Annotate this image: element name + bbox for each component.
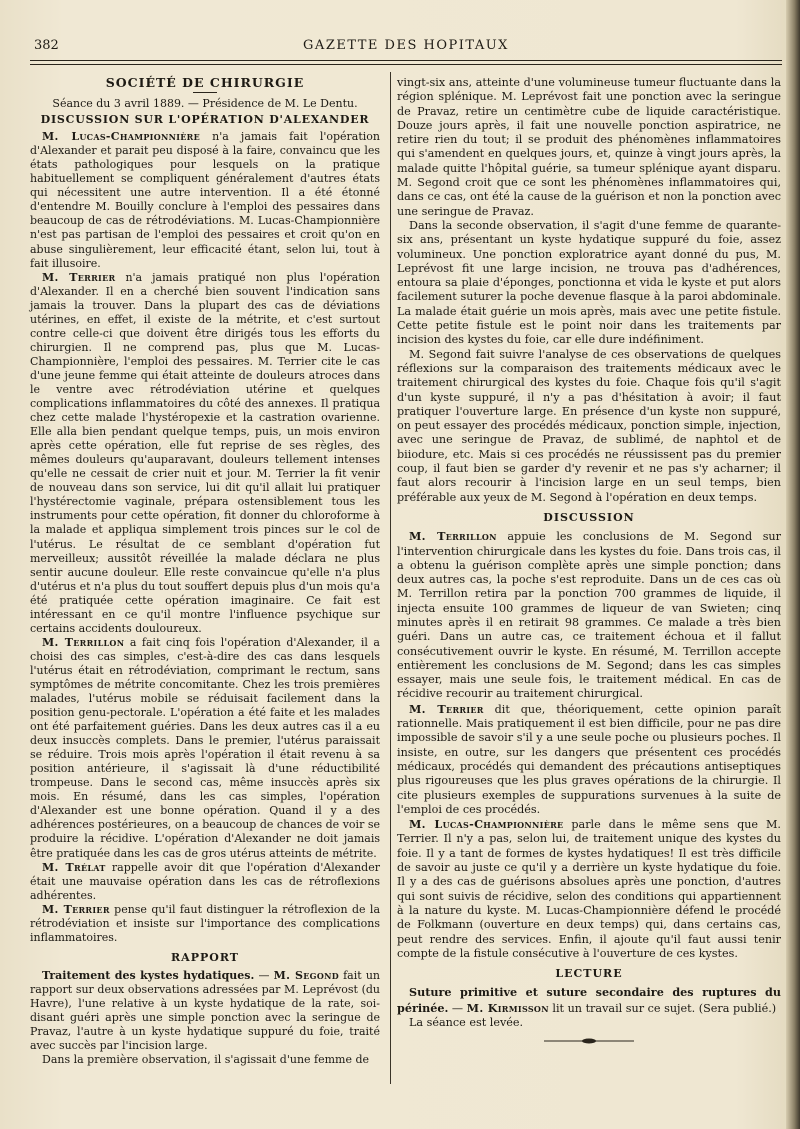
left-column [30,76,380,1067]
paragraph-text: n'a jamais pratiqué non plus l'opération d'Alexander. Il en a cherché bien souvent l'indication sans jamais la trouver. Dans la plupart des cas de déviations utérines, en effet, il existe de la métrite, et c'est surtout contre celle-ci que doivent être dirigés tous les efforts du chirurgien. Il ne comprend pas, plus que M. Lucas-Championnière, l'emploi des pessaires. M. Terrier cite le cas d'une jeune femme qui était atteinte de douleurs atroces dans le ventre avec rétrodéviation utérine et quelques complications inflammatoires du côté des annexes. Il pratiqua chez cette malade l'hystéropexie et la castration ovarienne. Elle alla bien pendant quelque temps, puis, un mois environ après cette opération, elle fut reprise de ses règles, des mêmes douleurs qu'auparavant, douleurs tellement intenses qu'elle ne cessait de crier nuit et jour. M. Terrier la fit venir de nouveau dans son service, lui dit qu'il allait lui pratiquer l'hystérectomie vaginale, prépara ostensiblement tous les instruments pour cette opération, fit donner du chloroforme à la malade et appliqua simplement trois pinces sur le col de l'utérus. Le résultat de ce semblant d'opération fut merveilleux; aussitôt réveillée la malade déclara ne plus sentir aucune douleur. Elle reste convaincue qu'elle n'a plus d'utérus et n'a plus du tout souffert depuis plus d'un mois qu'a été pratiquée cette opération imaginaire. Ce fait est intéressant en ce qu'il montre l'influence psychique sur certains accidents douloureux. [30,270,380,635]
paragraph: Suture primitive et suture secondaire des ruptures du périnée. — M. Kirmisson lit un travail sur ce sujet. (Sera publié.) [397,985,781,1015]
session-line: Séance du 3 avril 1889. — Présidence de M. Le Dentu. [52,97,358,111]
paragraph [30,271,380,636]
speaker-name: M. Terrillon [42,635,125,649]
lecture-title: LECTURE [555,967,623,981]
rapport-title: RAPPORT [171,950,239,964]
paragraph-text: lit un travail sur ce sujet. (Sera publié.) [552,1001,777,1015]
paragraph: Dans la seconde observation, il s'agit d'une femme de quarante-six ans, présentant un kyste hydatique suppuré du foie, assez volumineux. Une ponction exploratrice ayant donné du pus, M. Leprévost fit une large incision, ne trouva pas d'adhérences, entoura sa plaie d'éponges, ponctionna et vida le kyste et put alors facilement suturer la poche devenue flasque à la paroi abdominale. La malade était guérie un mois après, mais avec une petite fistule. Cette petite fistule est le point noir dans les traitements par incision des kystes du foie, car elle dure indéfiniment. [397,218,781,347]
paragraph-text: appuie les conclusions de M. Segond sur l'intervention chirurgicale dans les kystes du foie. Dans trois cas, il a obtenu la guérison complète après une simple ponction; dans deux autres cas, la poche s'est reproduite. Dans un de ces cas où M. Terrillon retira par la ponction 700 grammes de liquide, il injecta ensuite 100 grammes de liqueur de van Swieten; cinq minutes après il en retirait 98 grammes. Ce malade a très bien guéri. Dans un autre cas, ce traitement échoua et il fallut consécutivement ouvrir le kyste. En résumé, M. Terrillon accepte entièrement les conclusions de M. Segond; dans les cas simples essayer, mais une seule fois, le traitement médical. En cas de récidive recourir au traitement chirurgical. [397,530,781,701]
paragraph-text: rappelle avoir dit que l'opération d'Alexander était une mauvaise opération dans les cas de rétroflexions adhérentes. [30,860,380,902]
header-rule-thin [30,64,782,65]
paragraph [30,636,380,861]
paragraph: M. Segond fait suivre l'analyse de ces observations de quelques réflexions sur la comparaison des traitements médicaux avec le traitement chirurgical des kystes du foie. Chaque fois qu'il s'agit d'un kyste suppuré, il n'y a pas d'hésitation à avoir; il faut pratiquer l'ouverture large. En présence d'un kyste non suppuré, on peut essayer des procédés médicaux, ponction simple, injection, avec une seringue de Pravaz, de sublimé, de naphtol et de biiodure, etc. Mais si ces procédés ne réussissent pas du premier coup, il faut bien se garder d'y revenir et ne pas s'y acharner; il faut alors recourir à l'incision large en un seul temps, bien préférable aux yeux de M. Segond à l'opération en deux temps. [397,347,781,504]
speaker-name: M. Segond [273,968,339,982]
discussion-title: DISCUSSION [543,510,635,524]
title-rule [193,92,217,93]
paragraph [397,702,781,817]
paragraph [397,529,781,702]
closing-line: La séance est levée. [409,1016,524,1029]
speaker-name: M. Kirmisson [466,1000,549,1015]
book-spine-edge [786,0,800,1129]
paragraph-text: parle dans le même sens que M. Terrier. Il n'y a pas, selon lui, de traitement unique des kystes du foie. Il y a tant de formes de kystes hydatiques! Il est très difficile de savoir au juste ce qu'il y a derrière un kyste hydatique du foie. Il y a des cas de guérisons absolues après une ponction, d'autres qui sont suivis de récidive, selon des conditions qui appartiennent à la nature du kyste. M. Lucas-Championnière défend le procédé de Folkmann (ouverture en deux temps) qui, dans certains cas, peut rendre des services. Enfin, il ajoute qu'il faut aussi tenir compte de la fistule consécutive à l'ouverture de ces kystes. [397,818,781,960]
paragraph: Dans la première observation, il s'agissait d'une femme de [42,1053,370,1067]
paragraph [30,861,380,903]
report-title: Traitement des kystes hydatiques. [42,968,255,982]
column-divider [390,72,391,1084]
paragraph-text: a fait cinq fois l'opération d'Alexander, il a choisi des cas simples, c'est-à-dire des cas dans lesquels l'utérus était en rétrodéviation, comprimant le rectum, sans symptômes de métrite concomitante. Chez les trois premières malades, l'utérus mobile se réduisait facilement dans la position genu-pectorale. L'opération a été faite et les malades ont été parfaitement guéries. Dans les deux autres cas il a eu deux insuccès complets. Dans le premier, l'utérus paraissait se réduire. Trois mois après l'opération il était revenu à sa position antérieure, il s'agissait là d'une réductibilité trompeuse. Dans le second cas, même insuccès après six mois. En résumé, dans les cas simples, l'opération d'Alexander est une bonne opération. Quand il y a des adhérences postérieures, on a beaucoup de chances de voir se produire la récidive. L'opération d'Alexander ne doit jamais être pratiquée dans les cas de gros utérus atteints de métrite. [30,635,380,860]
speaker-name: M. Terrier [42,270,116,284]
right-column [397,76,781,1051]
society-title: SOCIÉTÉ DE CHIRURGIE [105,75,305,90]
speaker-name: M. Terrier [409,701,484,716]
journal-title: GAZETTE DES HOPITAUX [303,38,509,53]
discussion-title: DISCUSSION SUR L'OPÉRATION D'ALEXANDER [40,113,370,127]
page-header [30,36,782,58]
speaker-name: M. Terrillon [409,529,497,544]
header-rule-thick [30,60,782,61]
paragraph: Traitement des kystes hydatiques. — M. Segond fait un rapport sur deux observations adressées par M. Leprévost (du Havre), l'une relative à un kyste hydatique de la rate, soi-disant guéri après une simple ponction avec la seringue de Pravaz, l'autre à un kyste hydatique suppuré du foie, traité avec succès par l'incision large. [30,968,381,1053]
lecture-subject: Suture primitive et suture secondaire des ruptures du périnée. [397,985,781,1015]
speaker-name: M. Terrier [42,902,110,916]
paragraph-text: n'a jamais fait l'opération d'Alexander et parait peu disposé à la faire, convaincu que les états pathologiques pour lesquels on la pratique habituellement se compliquent généralement d'autres états qui nécessitent une autre intervention. Il a été étonné d'entendre M. Bouilly conclure à l'emploi des pessaires dans beaucoup de cas de rétrodéviations. M. Lucas-Championnière n'est pas partisan de l'emploi des pessaires et croit qu'on en abuse singulièrement, leur efficacité étant, selon lui, tout à fait illusoire. [30,130,380,270]
paragraph: vingt-six ans, atteinte d'une volumineuse tumeur fluctuante dans la région splénique. M. Leprévost fait une ponction avec la seringue de Pravaz, retire un centimètre cube de liquide caractéristique. Douze jours après, il fait une nouvelle ponction aspiratrice, ne retire rien du tout; il se produit des phénomènes inflammatoires qui s'amendent en quelques jours, et, quinze à vingt jours après, la malade quitte l'hôpital guérie, sa tumeur splénique ayant disparu. M. Segond croit que ce sont les phénomènes inflammatoires qui, dans ce cas, ont été la cause de la guérison et non la ponction avec une seringue de Pravaz. [397,76,781,218]
paragraph [397,817,781,961]
paragraph-text: pense qu'il faut distinguer la rétroflexion de la rétrodéviation et insiste sur l'importance des complications inflammatoires. [30,902,381,944]
speaker-name: M. Trélat [42,860,106,874]
end-ornament [397,1036,781,1050]
paragraph [30,130,380,270]
paragraph [30,903,380,945]
page-number: 382 [34,38,59,53]
paragraph-text: fait un rapport sur deux observations adressées par M. Leprévost (du Havre), l'une relative à un kyste hydatique de la rate, soi-disant guéri après une simple ponction avec la seringue de Pravaz, l'autre à un kyste hydatique suppuré du foie, traité avec succès par l'incision large. [30,968,381,1053]
speaker-name: M. Lucas-Championnière [42,130,200,144]
speaker-name: M. Lucas-Championnière [409,817,564,832]
ornament-rule-icon [544,1037,634,1045]
paragraph-text: dit que, théoriquement, cette opinion paraît rationnelle. Mais pratiquement il est bien difficile, pour ne pas dire impossible de savoir s'il y a une seule poche ou plusieurs poches. Il insiste, en outre, sur les dangers que présentent ces procédés médicaux, procédés qui demandent des précautions antiseptiques plus rigoureuses que les plus graves opérations de la chirurgie. Il cite plusieurs exemples de suppurations survenues à la suite de l'emploi de ces procédés. [397,702,781,816]
